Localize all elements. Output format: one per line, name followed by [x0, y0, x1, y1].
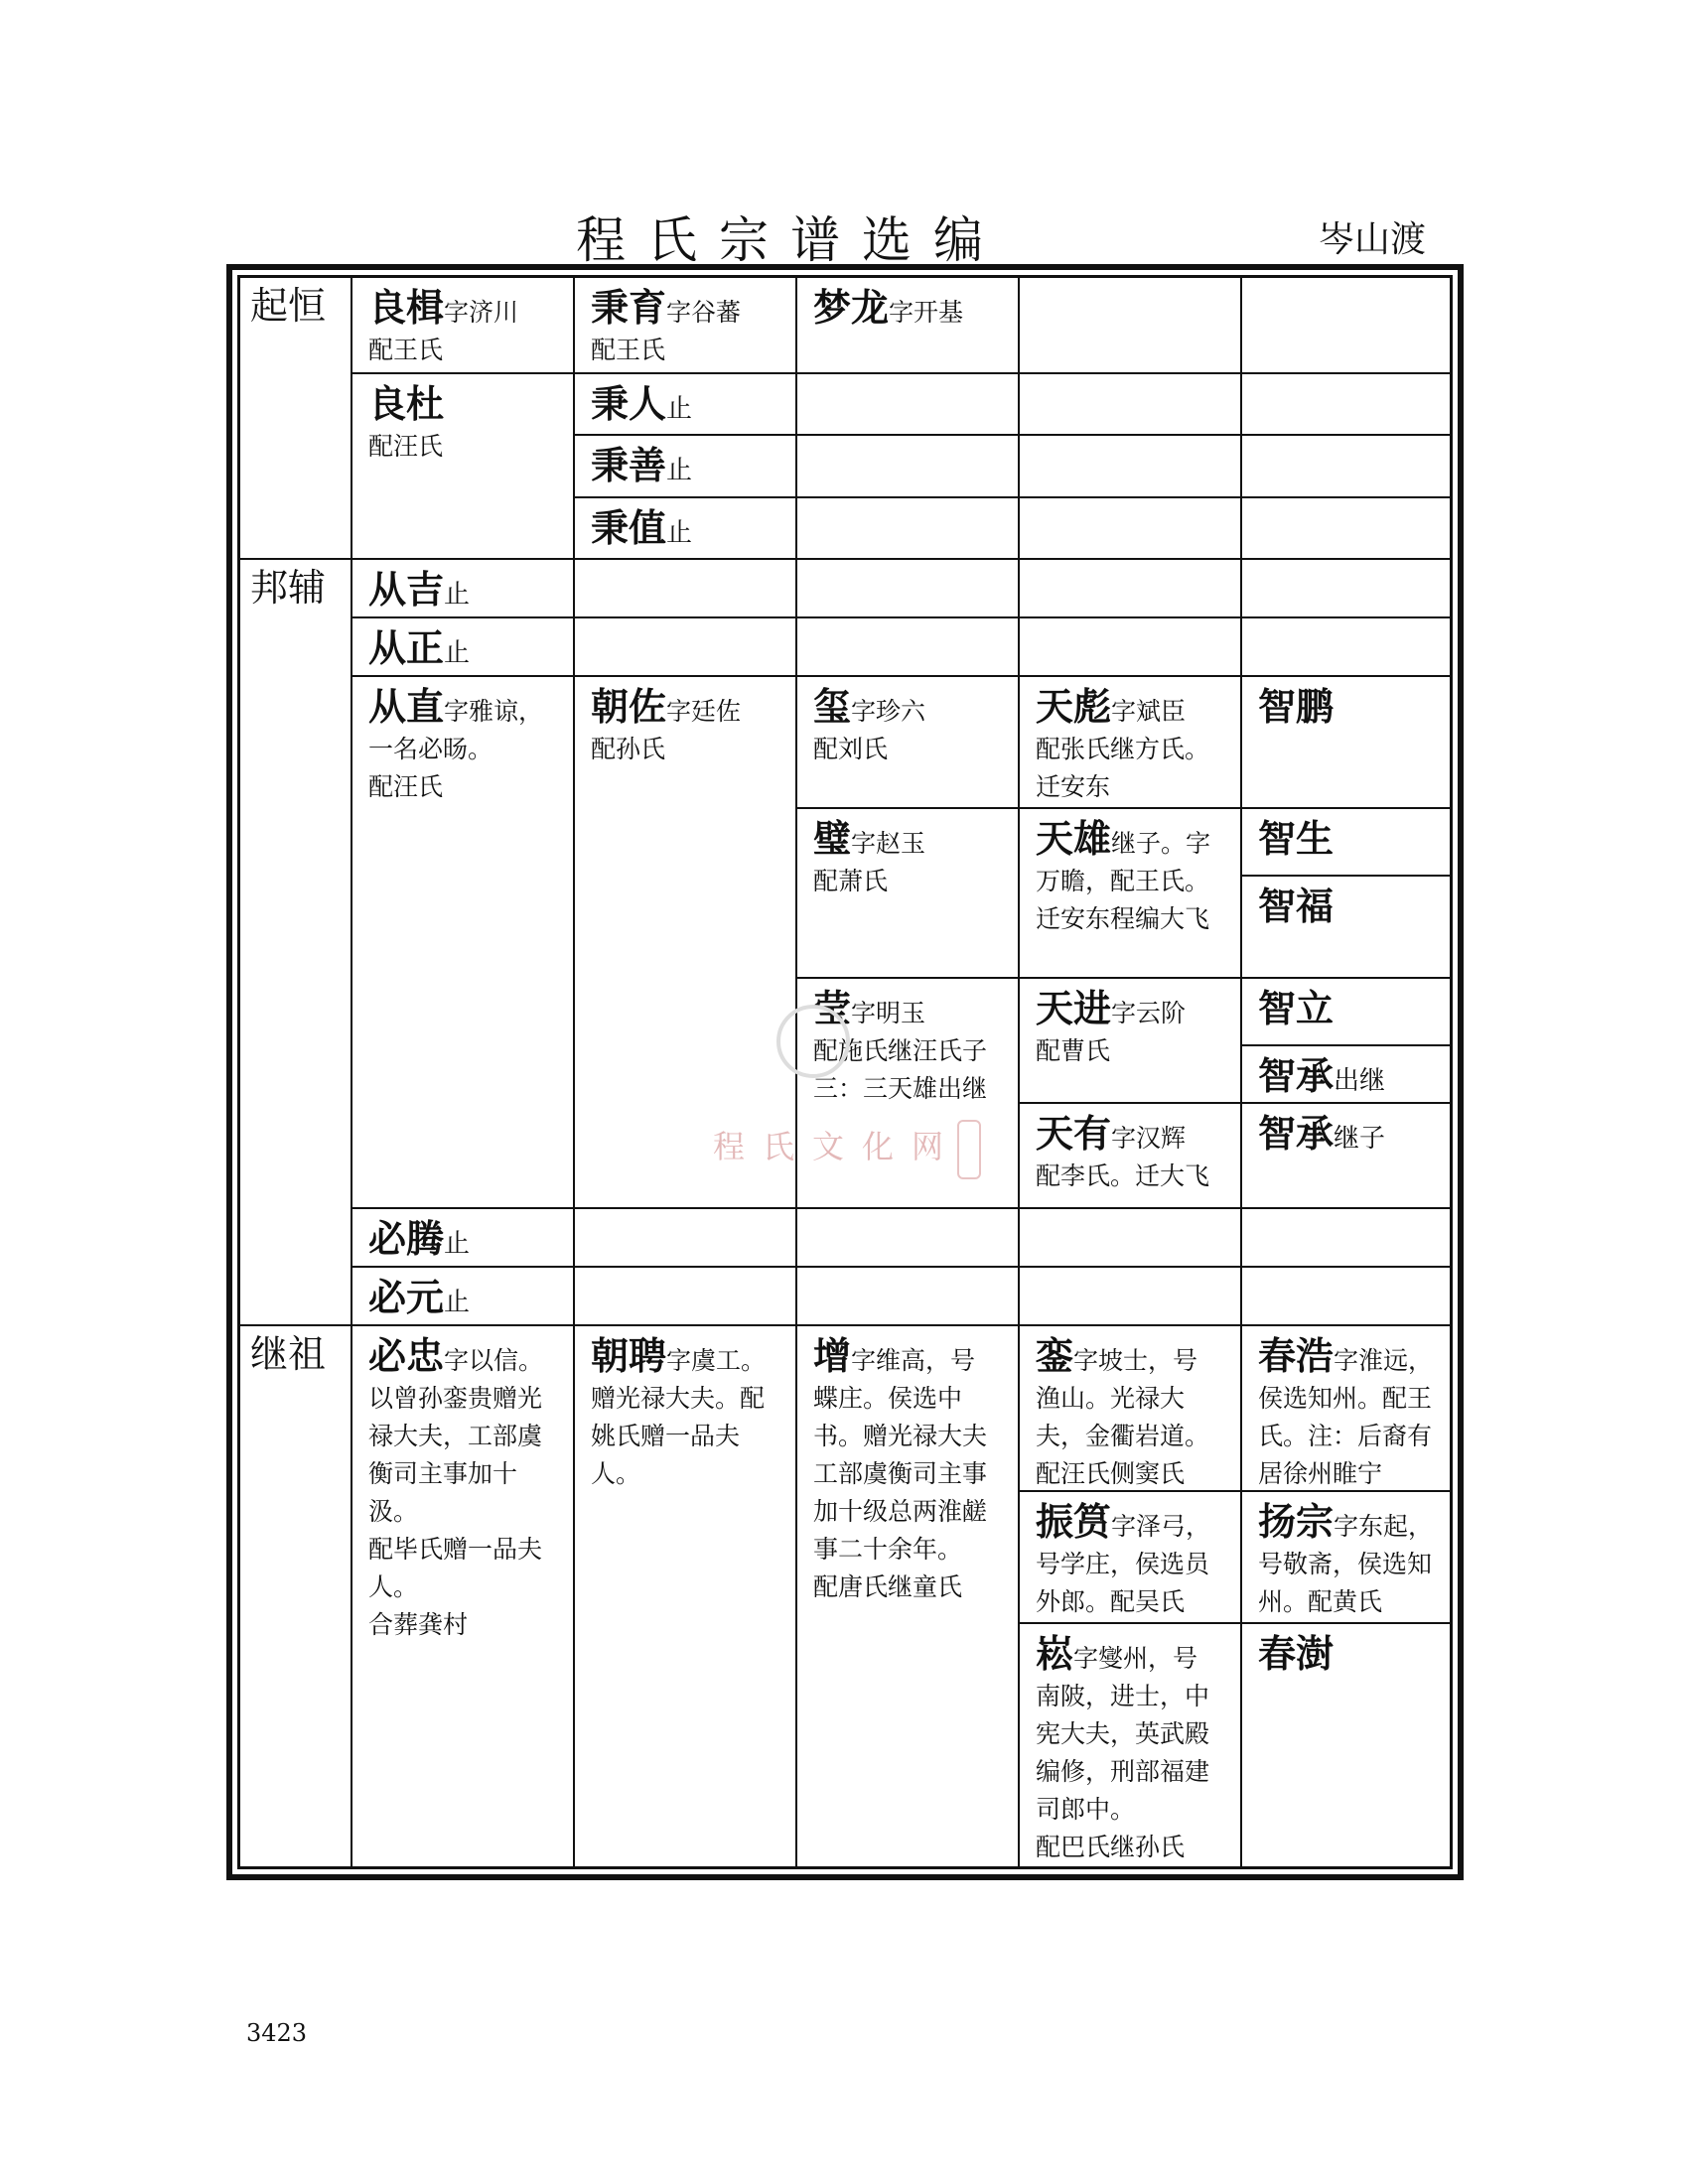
entry-note: 止 [666, 394, 693, 424]
empty-cell [575, 560, 797, 618]
entry-description: 配毕氏赠一品夫人。 [368, 1535, 543, 1601]
generation-cell [240, 1326, 352, 1869]
person-name: 玺 [813, 685, 852, 729]
person-name: 智立 [1258, 987, 1335, 1030]
person-name: 天有 [1036, 1112, 1112, 1156]
person-name: 增 [813, 1334, 852, 1378]
entry-cell [1242, 979, 1450, 1046]
empty-cell [1242, 498, 1450, 560]
empty-cell [797, 436, 1020, 498]
entry-cell [1020, 1104, 1242, 1209]
entry-cell [575, 1326, 797, 1869]
person-name: 必忠 [368, 1334, 445, 1378]
entry-cell [1242, 1326, 1450, 1492]
entry-note: 止 [666, 518, 693, 548]
entry-note: 止 [444, 638, 471, 668]
entry-cell [575, 436, 797, 498]
person-name: 銮 [1036, 1334, 1074, 1378]
person-name: 璧 [813, 817, 852, 861]
person-name: 智承 [1258, 1054, 1335, 1098]
person-name: 天雄 [1036, 817, 1112, 861]
entry-cell [352, 618, 575, 677]
empty-cell [1242, 374, 1450, 436]
empty-cell [1242, 278, 1450, 374]
entry-note: 继子 [1334, 1124, 1386, 1154]
entry-note: 止 [666, 456, 693, 485]
person-name: 春澍 [1258, 1632, 1335, 1676]
entry-cell [1242, 1492, 1450, 1624]
entry-description: 配李氏。迁大飞 [1036, 1161, 1210, 1190]
entry-description: 配曹氏 [1036, 1036, 1111, 1065]
watermark-text: 程氏文化网 [713, 1128, 962, 1165]
person-name: 智鹏 [1258, 685, 1335, 729]
entry-cell [575, 498, 797, 560]
entry-description: 南陂，进士，中宪大夫，英武殿编修，刑部福建司郎中。 [1036, 1682, 1210, 1824]
entry-description: 配王氏 [591, 336, 666, 364]
person-name: 崧 [1036, 1632, 1074, 1676]
page-number: 3423 [246, 2019, 308, 2047]
entry-cell [1020, 1492, 1242, 1624]
empty-cell [575, 1209, 797, 1268]
courtesy-name: 字济川 [444, 298, 519, 327]
entry-cell [1242, 877, 1450, 979]
genealogy-table [237, 275, 1453, 1869]
person-name: 扬宗 [1258, 1500, 1335, 1544]
entry-cell [352, 1209, 575, 1268]
entry-note: 出继 [1334, 1066, 1386, 1096]
empty-cell [1242, 1268, 1450, 1326]
generation-cell [240, 278, 352, 560]
empty-cell [575, 618, 797, 677]
courtesy-name: 字虞工。 [666, 1346, 767, 1375]
entry-cell [575, 374, 797, 436]
person-name: 春浩 [1258, 1334, 1335, 1378]
entry-cell [1242, 677, 1450, 809]
entry-description: 配张氏继方氏。迁安东 [1036, 735, 1210, 801]
generation-cell [240, 560, 352, 1326]
entry-cell [1020, 979, 1242, 1104]
person-name: 秉善 [591, 444, 667, 487]
entry-cell [1242, 1046, 1450, 1104]
empty-cell [1242, 436, 1450, 498]
courtesy-name: 字以信。 [444, 1346, 544, 1375]
entry-note: 止 [444, 1229, 471, 1259]
entry-cell [352, 278, 575, 374]
courtesy-name: 继子。字 [1111, 829, 1211, 858]
entry-description: 配唐氏继童氏 [813, 1572, 963, 1601]
entry-cell [1020, 809, 1242, 979]
place-name: 岑山渡 [1319, 219, 1427, 260]
person-name: 必腾 [368, 1217, 445, 1261]
person-name: 梦龙 [813, 286, 890, 330]
courtesy-name: 字汉辉 [1111, 1124, 1187, 1153]
courtesy-name: 字云阶 [1111, 999, 1187, 1027]
generation-label: 起恒 [250, 284, 327, 328]
entry-cell [352, 374, 575, 560]
person-name: 从直 [368, 685, 445, 729]
courtesy-name: 字东起， [1334, 1512, 1434, 1541]
entry-description: 配刘氏 [813, 735, 889, 763]
empty-cell [1020, 1209, 1242, 1268]
entry-cell [1242, 1104, 1450, 1209]
person-name: 智承 [1258, 1112, 1335, 1156]
entry-cell [352, 560, 575, 618]
person-name: 秉育 [591, 286, 667, 330]
entry-description: 配萧氏 [813, 867, 889, 895]
courtesy-name: 字明玉 [851, 999, 926, 1027]
person-name: 振筼 [1036, 1500, 1112, 1544]
entry-description: 配汪氏 [368, 432, 444, 461]
empty-cell [1020, 436, 1242, 498]
entry-description: 万瞻，配王氏。迁安东程编大飞 [1036, 867, 1210, 933]
entry-cell [1242, 809, 1450, 877]
entry-note: 止 [444, 580, 471, 610]
entry-cell [1020, 1326, 1242, 1492]
entry-cell [352, 1326, 575, 1869]
entry-description: 号敬斋，侯选知州。配黄氏 [1258, 1550, 1433, 1616]
courtesy-name: 字斌臣 [1111, 697, 1187, 726]
empty-cell [1020, 1268, 1242, 1326]
entry-description: 侯选知州。配王氏。注：后裔有居徐州睢宁 [1258, 1384, 1433, 1488]
person-name: 必元 [368, 1276, 445, 1319]
courtesy-name: 字开基 [889, 298, 964, 327]
empty-cell [797, 618, 1020, 677]
watermark-stamp-icon [957, 1120, 981, 1179]
entry-description: 一名必旸。 [368, 735, 493, 763]
empty-cell [575, 1268, 797, 1326]
person-name: 从正 [368, 626, 445, 670]
courtesy-name: 字珍六 [851, 697, 926, 726]
courtesy-name: 字泽弓， [1111, 1512, 1211, 1541]
person-name: 朝佐 [591, 685, 667, 729]
entry-cell [797, 809, 1020, 979]
empty-cell [1020, 374, 1242, 436]
entry-cell [352, 677, 575, 1209]
entry-description: 赠光禄大夫。配姚氏赠一品夫人。 [591, 1384, 766, 1488]
empty-cell [797, 374, 1020, 436]
empty-cell [797, 560, 1020, 618]
courtesy-name: 字谷蕃 [666, 298, 742, 327]
empty-cell [1020, 560, 1242, 618]
entry-description: 配王氏 [368, 336, 444, 364]
entry-description: 配巴氏继孙氏 [1036, 1833, 1186, 1861]
person-name: 朝聘 [591, 1334, 667, 1378]
entry-note: 止 [444, 1288, 471, 1317]
entry-cell [1020, 1624, 1242, 1869]
person-name: 良杜 [368, 382, 445, 426]
watermark-seal-icon [776, 1005, 850, 1078]
empty-cell [797, 1209, 1020, 1268]
person-name: 智生 [1258, 817, 1335, 861]
entry-cell [1242, 1624, 1450, 1869]
empty-cell [1020, 278, 1242, 374]
entry-cell [1020, 677, 1242, 809]
empty-cell [1242, 560, 1450, 618]
entry-cell [797, 677, 1020, 809]
person-name: 智福 [1258, 885, 1335, 928]
entry-description: 号学庄，侯选员外郎。配吴氏 [1036, 1550, 1210, 1616]
empty-cell [797, 498, 1020, 560]
person-name: 从吉 [368, 568, 445, 612]
courtesy-name: 字维高，号 [851, 1346, 976, 1375]
person-name: 秉值 [591, 506, 667, 550]
empty-cell [1242, 1209, 1450, 1268]
person-name: 天进 [1036, 987, 1112, 1030]
courtesy-name: 字淮远， [1334, 1346, 1434, 1375]
empty-cell [1020, 498, 1242, 560]
entry-description: 配施氏继汪氏子三：三天雄出继 [813, 1036, 988, 1103]
person-name: 秉人 [591, 382, 667, 426]
entry-cell [797, 1326, 1020, 1869]
courtesy-name: 字赵玉 [851, 829, 926, 858]
entry-description: 渔山。光禄大夫，金衢岩道。配汪氏侧窦氏 [1036, 1384, 1210, 1488]
generation-label: 邦辅 [250, 566, 327, 610]
courtesy-name: 字廷佐 [666, 697, 742, 726]
entry-cell [575, 278, 797, 374]
person-name: 良楫 [368, 286, 445, 330]
entry-description: 蝶庄。侯选中书。赠光禄大夫工部虞衡司主事加十级总两淮鹾事二十余年。 [813, 1384, 988, 1564]
entry-cell [352, 1268, 575, 1326]
entry-description: 配汪氏 [368, 772, 444, 801]
entry-cell [797, 278, 1020, 374]
generation-label: 继祖 [250, 1332, 327, 1376]
courtesy-name: 字坡士，号 [1073, 1346, 1198, 1375]
person-name: 天彪 [1036, 685, 1112, 729]
entry-description: 配孙氏 [591, 735, 666, 763]
courtesy-name: 字雅谅， [444, 697, 544, 726]
entry-description: 合葬龚村 [368, 1610, 469, 1639]
empty-cell [1242, 618, 1450, 677]
empty-cell [797, 1268, 1020, 1326]
courtesy-name: 字燮州，号 [1073, 1644, 1198, 1673]
empty-cell [1020, 618, 1242, 677]
person-name: 莹 [813, 987, 852, 1030]
entry-description: 以曾孙銮贵赠光禄大夫，工部虞衡司主事加十汲。 [368, 1384, 543, 1526]
page-title: 程氏宗谱选编 [576, 211, 1005, 269]
